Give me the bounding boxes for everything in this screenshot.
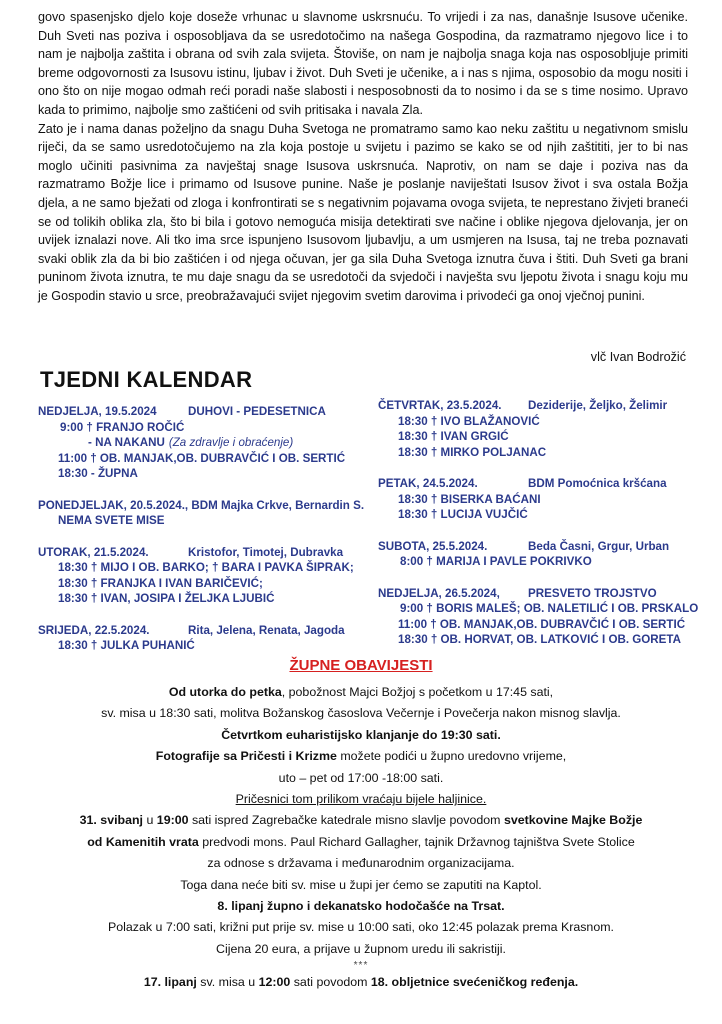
notice-line	[20, 875, 702, 896]
notice-bold: 8. lipanj župno i dekanatsko hodočašće na Trsat.	[217, 898, 505, 913]
calendar-gap	[378, 570, 698, 586]
calendar-note: (Za zdravlje i obraćenje)	[168, 436, 294, 449]
notice-bold: 18. obljetnice svećeničkog ređenja.	[370, 975, 579, 990]
notice-line	[20, 810, 702, 831]
notices-title: ŽUPNE OBAVIJESTI	[289, 657, 433, 674]
calendar-row	[378, 414, 698, 430]
calendar-entry: NEDJELJA, 19.5.2024	[38, 405, 157, 418]
notice-text: sati povodom	[290, 975, 371, 990]
calendar-row	[378, 632, 698, 648]
calendar-entry: 18:30 † MIRKO POLJANAC	[398, 445, 547, 459]
calendar-gap	[378, 460, 698, 476]
calendar-row	[38, 498, 368, 514]
notice-text: predvodi mons. Paul Richard Gallagher, tajnik Državnog tajništva Svete Stolice	[198, 834, 635, 849]
notice-line	[20, 853, 702, 874]
calendar-row	[38, 420, 368, 436]
notice-bold: svetkovine Majke Božje	[503, 813, 643, 828]
homily-paragraph-2: Zato je i nama danas poželjno da snagu Duha Svetoga ne promatramo samo kao neku zaštitu u negativnom smislu riječi, da se samo usredotočujemo na zla koja postoje u svijetu i pazimo se kako se od njih zaštititi, jer to bi nas moglo učiniti pasivnima za navještaj snage Isusova uskrsnuća. Naprotiv, on nam se daje i poziva nas da razmatramo Božje lice i primamo od Isusove punine. Naše je poslanje naviještati Isusov život i sva ostala Božja djela, a ne samo bježati od zloga i konfrontirati se s negativnim pojavama ovoga svijeta, te neprestano živjeti braneći se od tolikih oblika zla, što bi bila i gotovo nemoguća misija detektirati sve načine i oblike njegova djelovanja, jer on uvijek iznalazi nove. Ali tko ima srce ispunjeno Isusovom ljubavlju, a um usmjeren na Isusa, taj ne treba poznavati svaki oblik zla da bi bio zaštićen i od njega očuvan, jer ga sila Duha Svetoga iznutra čuva i štiti. Duh Sveti ga brani puninom života iznutra, te mu daje snagu da se usredotoči da svjedoči i navješta svu ljepotu života i snagu koju mu je Gospodin stavio u srce, preobražavajući svijet njegovim svetim darovima i privodeći ga onoj vječnoj punini.	[38, 121, 688, 303]
calendar-row	[378, 476, 698, 492]
calendar-entry: 11:00 † OB. MANJAK,OB. DUBRAVČIĆ I OB. SERTIĆ	[58, 451, 346, 465]
calendar-row	[38, 451, 368, 467]
notice-underlined: Pričesnici tom prilikom vraćaju bijele haljinice.	[235, 791, 487, 806]
notice-line	[20, 789, 702, 810]
calendar-row	[38, 560, 368, 576]
calendar-row	[378, 539, 698, 555]
parish-notices	[20, 682, 702, 993]
calendar-row	[38, 545, 368, 561]
notice-text: sv. misa u 18:30 sati, molitva Božanskog časoslova Večernje i Povečerja nakon misnog slavlja.	[101, 706, 621, 721]
calendar-row	[38, 638, 368, 654]
notice-text: za odnose s državama i međunarodnim organizacijama.	[207, 856, 515, 871]
calendar-entry: 18:30 † LUCIJA VUJČIĆ	[398, 508, 528, 521]
calendar-entry: NEMA SVETE MISE	[58, 514, 165, 527]
notice-text: u	[143, 813, 157, 828]
notice-line	[20, 746, 702, 767]
calendar-entry: NEDJELJA, 26.5.2024,	[378, 586, 500, 600]
calendar-row	[378, 554, 698, 570]
calendar-day-info: Kristofor, Timotej, Dubravka	[188, 545, 344, 559]
notice-text: sati ispred Zagrebačke katedrale misno slavlje povodom	[188, 813, 504, 828]
notice-bold: Fotografije sa Pričesti i Krizme	[155, 749, 337, 764]
calendar-entry: 18:30 † IVAN, JOSIPA I ŽELJKA LJUBIĆ	[58, 592, 275, 605]
notice-line	[20, 725, 702, 746]
notice-line	[20, 939, 702, 960]
notice-bold: od Kamenitih vrata	[87, 834, 199, 849]
calendar-day-info: PRESVETO TROJSTVO	[528, 586, 657, 600]
notice-bold: 31. svibanj	[79, 813, 144, 828]
calendar-row	[378, 601, 698, 617]
calendar-row	[378, 398, 698, 414]
calendar-day-info: Deziderije, Željko, Želimir	[528, 399, 668, 412]
calendar-row	[38, 404, 368, 420]
notice-text: sv. misa u	[196, 975, 259, 990]
calendar-row	[38, 466, 368, 482]
calendar-right-column	[378, 398, 698, 648]
calendar-entry: SRIJEDA, 22.5.2024.	[38, 623, 150, 637]
calendar-entry: PONEDJELJAK, 20.5.2024., BDM Majka Crkve, Bernardin S.	[38, 498, 365, 512]
notice-text: možete podići u župno uredovno vrijeme,	[336, 749, 567, 764]
calendar-entry: 18:30 † IVO BLAŽANOVIĆ	[398, 414, 540, 428]
calendar-entry: 9:00 † FRANJO ROČIĆ	[60, 420, 185, 434]
calendar-entry: 18:30 † OB. HORVAT, OB. LATKOVIĆ I OB. GORETA	[398, 633, 682, 646]
calendar-row	[38, 513, 368, 529]
notice-bold: 12:00	[258, 975, 291, 990]
calendar-left-column	[38, 404, 368, 654]
calendar-entry: UTORAK, 21.5.2024.	[38, 545, 149, 559]
calendar-day-info: DUHOVI - PEDESETNICA	[188, 405, 326, 418]
calendar-entry: 8:00 † MARIJA I PAVLE POKRIVKO	[400, 555, 592, 568]
calendar-heading: TJEDNI KALENDAR	[40, 367, 253, 392]
calendar-entry: 18:30 † MIJO I OB. BARKO; † BARA I PAVKA ŠIPRAK;	[58, 561, 354, 574]
calendar-row	[378, 445, 698, 461]
calendar-row	[38, 576, 368, 592]
calendar-day-info: Rita, Jelena, Renata, Jagoda	[188, 623, 345, 637]
calendar-entry: 18:30 - ŽUPNA	[58, 467, 138, 480]
calendar-entry: - NA NAKANU	[88, 436, 165, 449]
notice-line	[20, 972, 702, 993]
calendar-gap	[38, 482, 368, 498]
notice-text: Cijena 20 eura, a prijave u župnom uredu ili sakristiji.	[216, 941, 506, 956]
calendar-entry: 18:30 † IVAN GRGIĆ	[398, 430, 509, 443]
calendar-entry: 9:00 † BORIS MALEŠ; OB. NALETILIĆ I OB. PRSKALO	[400, 602, 699, 615]
calendar-row	[378, 507, 698, 523]
homily-text	[38, 8, 688, 306]
notice-line	[20, 896, 702, 917]
notice-line	[20, 832, 702, 853]
notice-line	[20, 703, 702, 724]
notice-line	[20, 682, 702, 703]
calendar-gap	[38, 607, 368, 623]
calendar-entry: SUBOTA, 25.5.2024.	[378, 539, 488, 553]
homily-signature: vlč Ivan Bodrožić	[590, 350, 686, 364]
calendar-entry: 18:30 † FRANJKA I IVAN BARIČEVIĆ;	[58, 576, 263, 590]
calendar-row	[38, 435, 368, 451]
calendar-row	[38, 623, 368, 639]
calendar-row	[378, 429, 698, 445]
calendar-entry: 18:30 † BISERKA BAĆANI	[398, 492, 541, 506]
notice-bold: 17. lipanj	[143, 975, 197, 990]
notice-text: , pobožnost Majci Božjoj s početkom u 17:45 sati,	[281, 685, 554, 699]
notice-line	[20, 768, 702, 789]
calendar-row	[378, 586, 698, 602]
calendar-entry: 11:00 † OB. MANJAK,OB. DUBRAVČIĆ I OB. SERTIĆ	[398, 617, 686, 631]
notice-text: Toga dana neće biti sv. mise u župi jer ćemo se zaputiti na Kaptol.	[180, 877, 542, 892]
calendar-entry: PETAK, 24.5.2024.	[378, 477, 478, 490]
calendar-row	[38, 591, 368, 607]
notice-line	[20, 917, 702, 938]
calendar-entry: ČETVRTAK, 23.5.2024.	[378, 399, 502, 412]
homily-paragraph-1: govo spasenjsko djelo koje doseže vrhunac u slavnome uskrsnuću. To vrijedi i za nas, današnje Isusove učenike. Duh Sveti nas poziva i osposobljava da se usredotočimo na našega Gospodina, da razmatramo njegovo lice i to nam je najbolja zaštita i obrana od svih zala svijeta. Štoviše, on nam je najbolja snaga koja nas osposobljuje primiti breme odgovornosti za Isusovu istinu, ljubav i život. Duh Sveti je učenike, a i nas s njima, osposobio da mogu nositi i ono što on nije mogao odmah reći poradi naše slabosti i nesposobnosti da to nosimo i da se s time nosimo. Upravo kada to primimo, najbolje smo zaštićeni od svih pritisaka i navala Zla.	[38, 10, 688, 117]
notice-text: Polazak u 7:00 sati, križni put prije sv. mise u 10:00 sati, oko 12:45 polazak prema Krasnom.	[108, 920, 614, 935]
notice-bold: Od utorka do petka	[168, 685, 282, 699]
calendar-day-info: Beda Časni, Grgur, Urban	[528, 539, 670, 553]
notice-bold: 19:00	[156, 813, 189, 828]
calendar-gap	[38, 529, 368, 545]
calendar-row	[378, 617, 698, 633]
separator-dots: ***	[353, 960, 369, 972]
calendar-entry: 18:30 † JULKA PUHANIĆ	[58, 639, 195, 652]
calendar-day-info: BDM Pomoćnica kršćana	[528, 477, 667, 490]
calendar-row	[378, 492, 698, 508]
notice-bold: Četvrtkom euharistijsko klanjanje do 19:30 sati.	[221, 727, 501, 742]
calendar-gap	[378, 523, 698, 539]
notice-text: uto – pet od 17:00 -18:00 sati.	[278, 770, 444, 785]
